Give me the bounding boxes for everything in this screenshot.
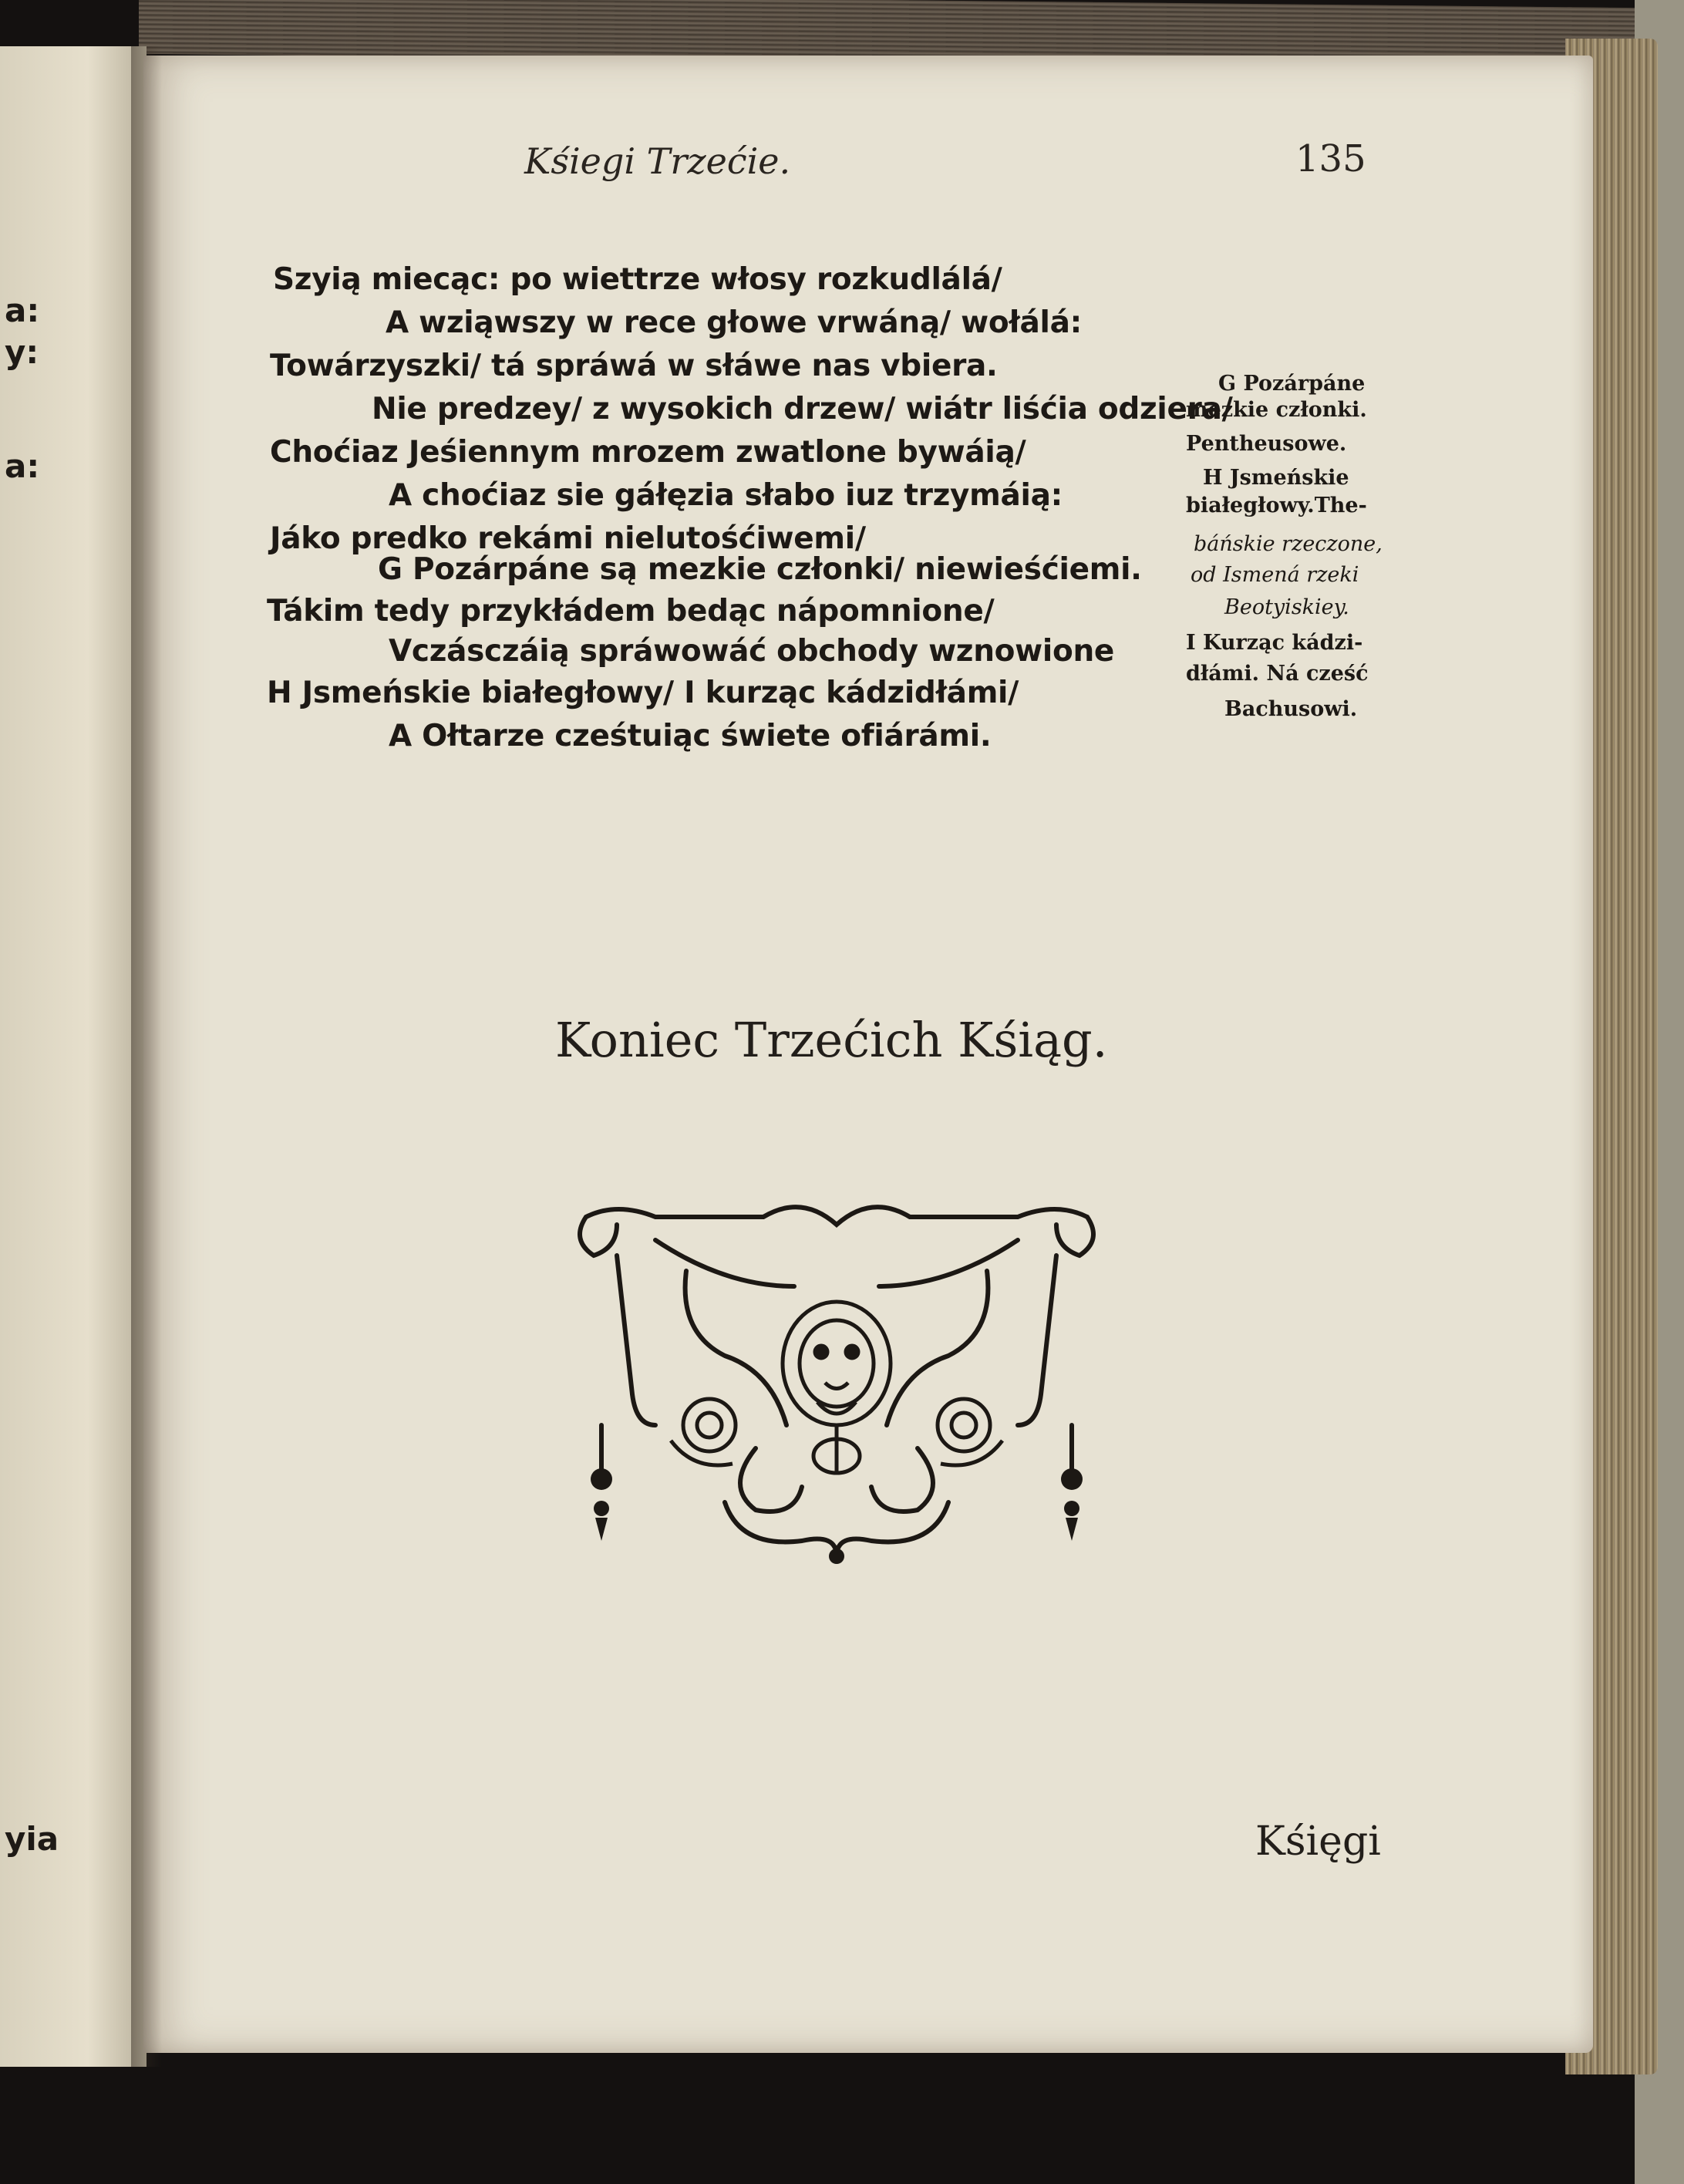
verse-line: G Pozárpáne są mezkie członki/ niewieśćiemi. [378, 552, 1142, 587]
margin-note: G Pozárpáne [1218, 372, 1366, 396]
verse-line: Choćiaz Jeśiennym mrozem zwatlone bywáią/ [270, 435, 1026, 470]
margin-note: H Jsmeńskie [1203, 466, 1349, 490]
left-page-fragment: yia [5, 1820, 59, 1858]
colophon-end-of-book: Koniec Trzećich Kśiąg. [555, 1012, 1108, 1068]
running-head: Kśiegi Trzećie. [524, 140, 791, 182]
margin-note: Bachusowi. [1224, 697, 1358, 721]
verse-line: Szyią miecąc: po wiettrze włosy rozkudlálá/ [273, 262, 1002, 297]
verse-line: A choćiaz sie gáłęzia słabo iuz trzymáią: [389, 478, 1063, 513]
left-page-fragment: a: [5, 447, 40, 485]
margin-note: dłámi. Ná cześć [1186, 662, 1369, 686]
verse-line: A wziąwszy w rece głowe vrwáną/ wołálá: [386, 305, 1082, 340]
verse-line: Jáko predko rekámi nielutośćiwemi/ [270, 521, 866, 556]
gutter-shadow [131, 46, 162, 2067]
left-page-fragment: y: [5, 333, 39, 371]
margin-note: białegłowy.The- [1186, 494, 1367, 517]
verse-line: Nie predzey/ z wysokich drzew/ wiátr liśćia odziera/ [372, 392, 1233, 426]
catchword: Kśięgi [1255, 1818, 1381, 1865]
page-number: 135 [1295, 137, 1366, 180]
margin-note: Pentheusowe. [1186, 432, 1347, 456]
verse-line: Tákim tedy przykłádem bedąc nápomnione/ [267, 594, 995, 629]
margin-note: mezkie członki. [1186, 398, 1367, 422]
lion-mask [783, 1302, 891, 1473]
left-page [0, 46, 147, 2067]
margin-note: Beotyiskiey. [1224, 595, 1349, 619]
margin-note: báńskie rzeczone, [1194, 532, 1383, 556]
verse-line: A Ołtarze cześtuiąc świete ofiárámi. [389, 719, 992, 753]
verse-line: H Jsmeńskie białegłowy/ I kurząc kádzidłámi/ [267, 676, 1019, 710]
verse-line: Towárzyszki/ tá spráwá w słáwe nas vbiera. [270, 349, 998, 383]
margin-note: od Ismená rzeki [1191, 563, 1359, 587]
verse-line: Vczásczáią spráwowáć obchody wznowione [389, 634, 1115, 669]
woodcut-ornament [571, 1194, 1103, 1572]
margin-note: I Kurząc kádzi- [1186, 631, 1363, 655]
left-page-fragment: a: [5, 292, 40, 329]
